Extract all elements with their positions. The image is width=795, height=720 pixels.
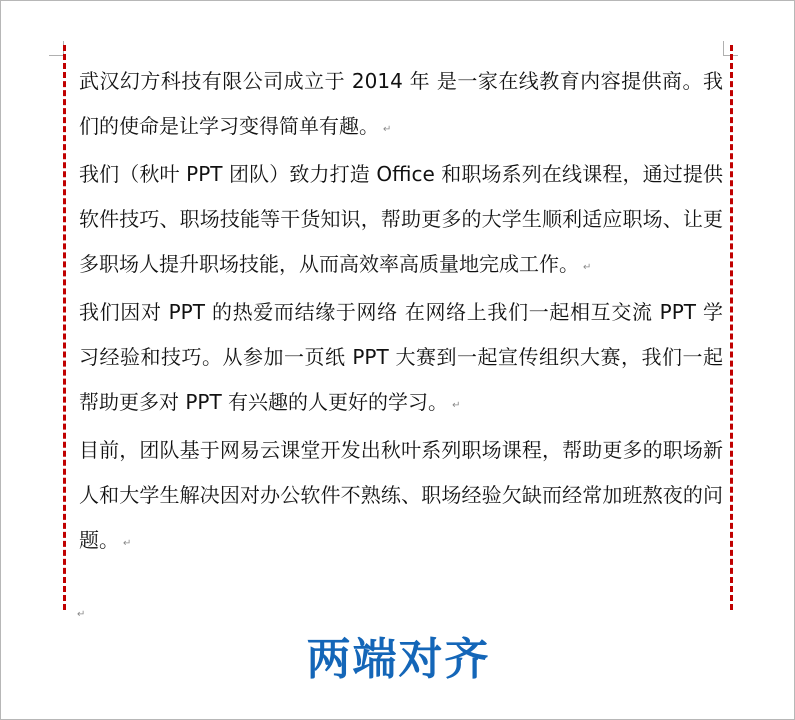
paragraph-1 [79,59,723,152]
paragraph-2-text: 我们（秋叶 PPT 团队）致力打造 Office 和职场系列在线课程，通过提供软件技巧、职场技能等干货知识，帮助更多的大学生顺利适应职场、让更多职场人提升职场技能，从而高效率高质量地完成工作。 [79,162,723,276]
paragraph-4 [79,428,723,566]
paragraph-4-text: 目前，团队基于网易云课堂开发出秋叶系列职场课程，帮助更多的职场新人和大学生解决因对办公软件不熟练、职场经验欠缺而经常加班熬夜的问题。 [79,438,723,552]
document-body[interactable] [79,59,723,566]
caption-title: 两端对齐 [306,634,491,685]
paragraph-3 [79,290,723,428]
paragraph-mark-icon: ↵ [123,538,132,549]
empty-paragraph-mark-icon: ↵ [77,609,86,620]
paragraph-3-text: 我们因对 PPT 的热爱而结缘于网络 在网络上我们一起相互交流 PPT 学习经验和技巧。从参加一页纸 PPT 大赛到一起宣传组织大赛，我们一起帮助更多对 PPT 有兴趣的人更好的学习。 [79,300,723,414]
paragraph-1-text: 武汉幻方科技有限公司成立于 2014 年 是一家在线教育内容提供商。我们的使命是让学习变得简单有趣。 [79,69,723,138]
left-justify-guide [63,45,66,610]
paragraph-mark-icon: ↵ [383,124,392,135]
paragraph-mark-icon: ↵ [452,400,461,411]
paragraph-mark-icon: ↵ [583,262,592,273]
right-justify-guide [730,45,733,610]
crop-mark-top-left [49,41,64,56]
paragraph-2 [79,152,723,290]
